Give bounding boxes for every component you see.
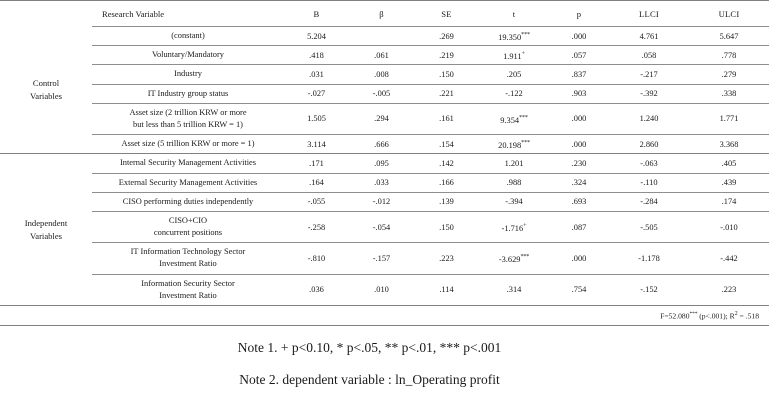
standard-error-cell: .166 [414, 173, 479, 192]
coefficient-b-cell: -.810 [284, 243, 349, 274]
f-p-value: (p<.001); R [697, 311, 735, 321]
standardized-beta-cell: .008 [349, 65, 414, 84]
llci-cell: 1.240 [609, 103, 689, 134]
header-p: p [549, 1, 609, 27]
t-statistic-cell: .205 [479, 65, 549, 84]
header-llci: LLCI [609, 1, 689, 27]
f-label: F=52.080 [660, 311, 690, 321]
standardized-beta-cell: -.005 [349, 84, 414, 103]
header-ulci: ULCI [689, 1, 769, 27]
variable-name-line1: Voluntary/Mandatory [152, 50, 224, 60]
t-statistic-cell: .988 [479, 173, 549, 192]
variable-name-line1: IT Information Technology Sector [130, 247, 246, 257]
variable-name-line2: Investment Ratio [159, 259, 217, 269]
r-squared-value: = .518 [737, 311, 759, 321]
ulci-cell: .174 [689, 192, 769, 211]
ulci-cell: 5.647 [689, 27, 769, 46]
standard-error-cell: .139 [414, 192, 479, 211]
table-row [0, 243, 769, 274]
coefficient-b-cell: .171 [284, 154, 349, 173]
header-row [0, 1, 769, 27]
llci-cell: -.152 [609, 274, 689, 305]
p-value-cell: .000 [549, 243, 609, 274]
standardized-beta-cell [349, 27, 414, 46]
p-value-cell: .057 [549, 46, 609, 65]
p-value-cell: .903 [549, 84, 609, 103]
p-value-cell: .754 [549, 274, 609, 305]
ulci-cell: .279 [689, 65, 769, 84]
standard-error-cell: .150 [414, 211, 479, 242]
coefficient-b-cell: .164 [284, 173, 349, 192]
t-statistic-cell: 20.198*** [479, 135, 549, 154]
coefficient-b-cell: .036 [284, 274, 349, 305]
variable-name-cell [92, 103, 284, 134]
table-row [0, 274, 769, 305]
coefficient-b-cell: .031 [284, 65, 349, 84]
coefficient-b-cell: -.258 [284, 211, 349, 242]
table-notes [0, 340, 739, 388]
standard-error-cell: .221 [414, 84, 479, 103]
significance-marker: *** [519, 113, 528, 121]
t-statistic-cell: 9.354*** [479, 103, 549, 134]
variable-name-line1: Information Security Sector [141, 278, 235, 288]
variable-name-cell [92, 135, 284, 154]
t-statistic-cell: 1.201 [479, 154, 549, 173]
llci-cell: 2.860 [609, 135, 689, 154]
variable-name-line1: Internal Security Management Activities [119, 158, 257, 168]
standardized-beta-cell: -.157 [349, 243, 414, 274]
significance-marker: *** [521, 30, 530, 38]
coefficient-b-cell: 3.114 [284, 135, 349, 154]
t-statistic-cell: -3.629*** [479, 243, 549, 274]
coefficient-b-cell: .418 [284, 46, 349, 65]
variable-group-label-line2: Variables [30, 230, 62, 241]
ulci-cell: .778 [689, 46, 769, 65]
f-significance-marker: *** [689, 310, 698, 317]
standardized-beta-cell: -.012 [349, 192, 414, 211]
llci-cell: 4.761 [609, 27, 689, 46]
standard-error-cell: .154 [414, 135, 479, 154]
t-statistic-cell: .314 [479, 274, 549, 305]
p-value-cell: .087 [549, 211, 609, 242]
ulci-cell: 1.771 [689, 103, 769, 134]
p-value-cell: .000 [549, 135, 609, 154]
variable-group-label-line1: Control [32, 78, 60, 89]
variable-name-cell [92, 192, 284, 211]
variable-name-cell [92, 173, 284, 192]
llci-cell: -.217 [609, 65, 689, 84]
llci-cell: .058 [609, 46, 689, 65]
standardized-beta-cell: .294 [349, 103, 414, 134]
ulci-cell: .405 [689, 154, 769, 173]
header-t: t [479, 1, 549, 27]
variable-name-line1: CISO+CIO [168, 215, 208, 225]
header-group-blank [0, 1, 92, 27]
p-value-cell: .000 [549, 27, 609, 46]
table-row [0, 84, 769, 103]
p-value-cell: .230 [549, 154, 609, 173]
coefficient-b-cell: -.055 [284, 192, 349, 211]
ulci-cell: .338 [689, 84, 769, 103]
variable-name-cell [92, 46, 284, 65]
standardized-beta-cell: .033 [349, 173, 414, 192]
r-squared-exponent: 2 [734, 310, 738, 317]
table-row [0, 27, 769, 46]
variable-name-line2: but less than 5 trillion KRW = 1) [133, 119, 243, 129]
standard-error-cell: .219 [414, 46, 479, 65]
standardized-beta-cell: .010 [349, 274, 414, 305]
note-dependent-variable: Note 2. dependent variable : ln_Operating profit [239, 372, 500, 388]
p-value-cell: .000 [549, 103, 609, 134]
variable-name-line1: Asset size (5 trillion KRW or more = 1) [121, 139, 255, 149]
llci-cell: -.063 [609, 154, 689, 173]
table-header [0, 1, 769, 27]
ulci-cell: .223 [689, 274, 769, 305]
header-research-variable: Research Variable [92, 1, 284, 27]
standardized-beta-cell: .095 [349, 154, 414, 173]
variable-group-label-line1: Independent [24, 218, 68, 229]
variable-name-line1: IT Industry group status [147, 88, 229, 98]
llci-cell: -.110 [609, 173, 689, 192]
note-significance-levels: Note 1. + p<0.10, * p<.05, ** p<.01, *** p<.001 [237, 340, 502, 355]
model-fit-row [0, 306, 769, 326]
ulci-cell: -.010 [689, 211, 769, 242]
table-row [0, 46, 769, 65]
standard-error-cell: .150 [414, 65, 479, 84]
variable-name-line1: Industry [174, 69, 202, 79]
variable-name-line1: External Security Management Activities [118, 177, 258, 187]
header-se: SE [414, 1, 479, 27]
table-row [0, 211, 769, 242]
variable-name-line1: Asset size (2 trillion KRW or more [129, 107, 247, 117]
ulci-cell: -.442 [689, 243, 769, 274]
llci-cell: -.505 [609, 211, 689, 242]
table-row [0, 173, 769, 192]
llci-cell: -.284 [609, 192, 689, 211]
variable-name-cell [92, 243, 284, 274]
t-statistic-cell: 1.911+ [479, 46, 549, 65]
variable-name-cell [92, 84, 284, 103]
llci-cell: -.392 [609, 84, 689, 103]
table-row [0, 103, 769, 134]
standard-error-cell: .161 [414, 103, 479, 134]
significance-marker: + [523, 221, 527, 229]
variable-name-cell [92, 154, 284, 173]
variable-name-cell [92, 27, 284, 46]
coefficient-b-cell: -.027 [284, 84, 349, 103]
variable-name-line2: concurrent positions [153, 228, 223, 238]
table-row [0, 192, 769, 211]
t-statistic-cell: 19.350*** [479, 27, 549, 46]
t-statistic-cell: -1.716+ [479, 211, 549, 242]
standard-error-cell: .114 [414, 274, 479, 305]
variable-name-line2: Investment Ratio [159, 290, 217, 300]
table-row [0, 135, 769, 154]
coefficient-b-cell: 1.505 [284, 103, 349, 134]
significance-marker: *** [520, 253, 530, 261]
table-body [0, 27, 769, 326]
t-statistic-cell: -.122 [479, 84, 549, 103]
coefficient-b-cell: 5.204 [284, 27, 349, 46]
p-value-cell: .837 [549, 65, 609, 84]
header-b: B [284, 1, 349, 27]
variable-group-label [0, 154, 92, 306]
standard-error-cell: .223 [414, 243, 479, 274]
significance-marker: *** [521, 138, 530, 146]
p-value-cell: .324 [549, 173, 609, 192]
ulci-cell: .439 [689, 173, 769, 192]
variable-name-cell [92, 274, 284, 305]
variable-group-label [0, 27, 92, 154]
llci-cell: -1.178 [609, 243, 689, 274]
variable-name-line1: CISO performing duties independently [122, 196, 254, 206]
ulci-cell: 3.368 [689, 135, 769, 154]
table-row [0, 154, 769, 173]
significance-marker: + [521, 49, 525, 57]
standardized-beta-cell: -.054 [349, 211, 414, 242]
header-beta: β [349, 1, 414, 27]
variable-name-cell [92, 211, 284, 242]
standard-error-cell: .142 [414, 154, 479, 173]
model-fit-statistics [0, 306, 769, 326]
standard-error-cell: .269 [414, 27, 479, 46]
p-value-cell: .693 [549, 192, 609, 211]
table-row [0, 65, 769, 84]
variable-name-line1: (constant) [171, 31, 205, 40]
variable-name-cell [92, 65, 284, 84]
standardized-beta-cell: .666 [349, 135, 414, 154]
variable-group-label-line2: Variables [30, 90, 62, 101]
standardized-beta-cell: .061 [349, 46, 414, 65]
t-statistic-cell: -.394 [479, 192, 549, 211]
